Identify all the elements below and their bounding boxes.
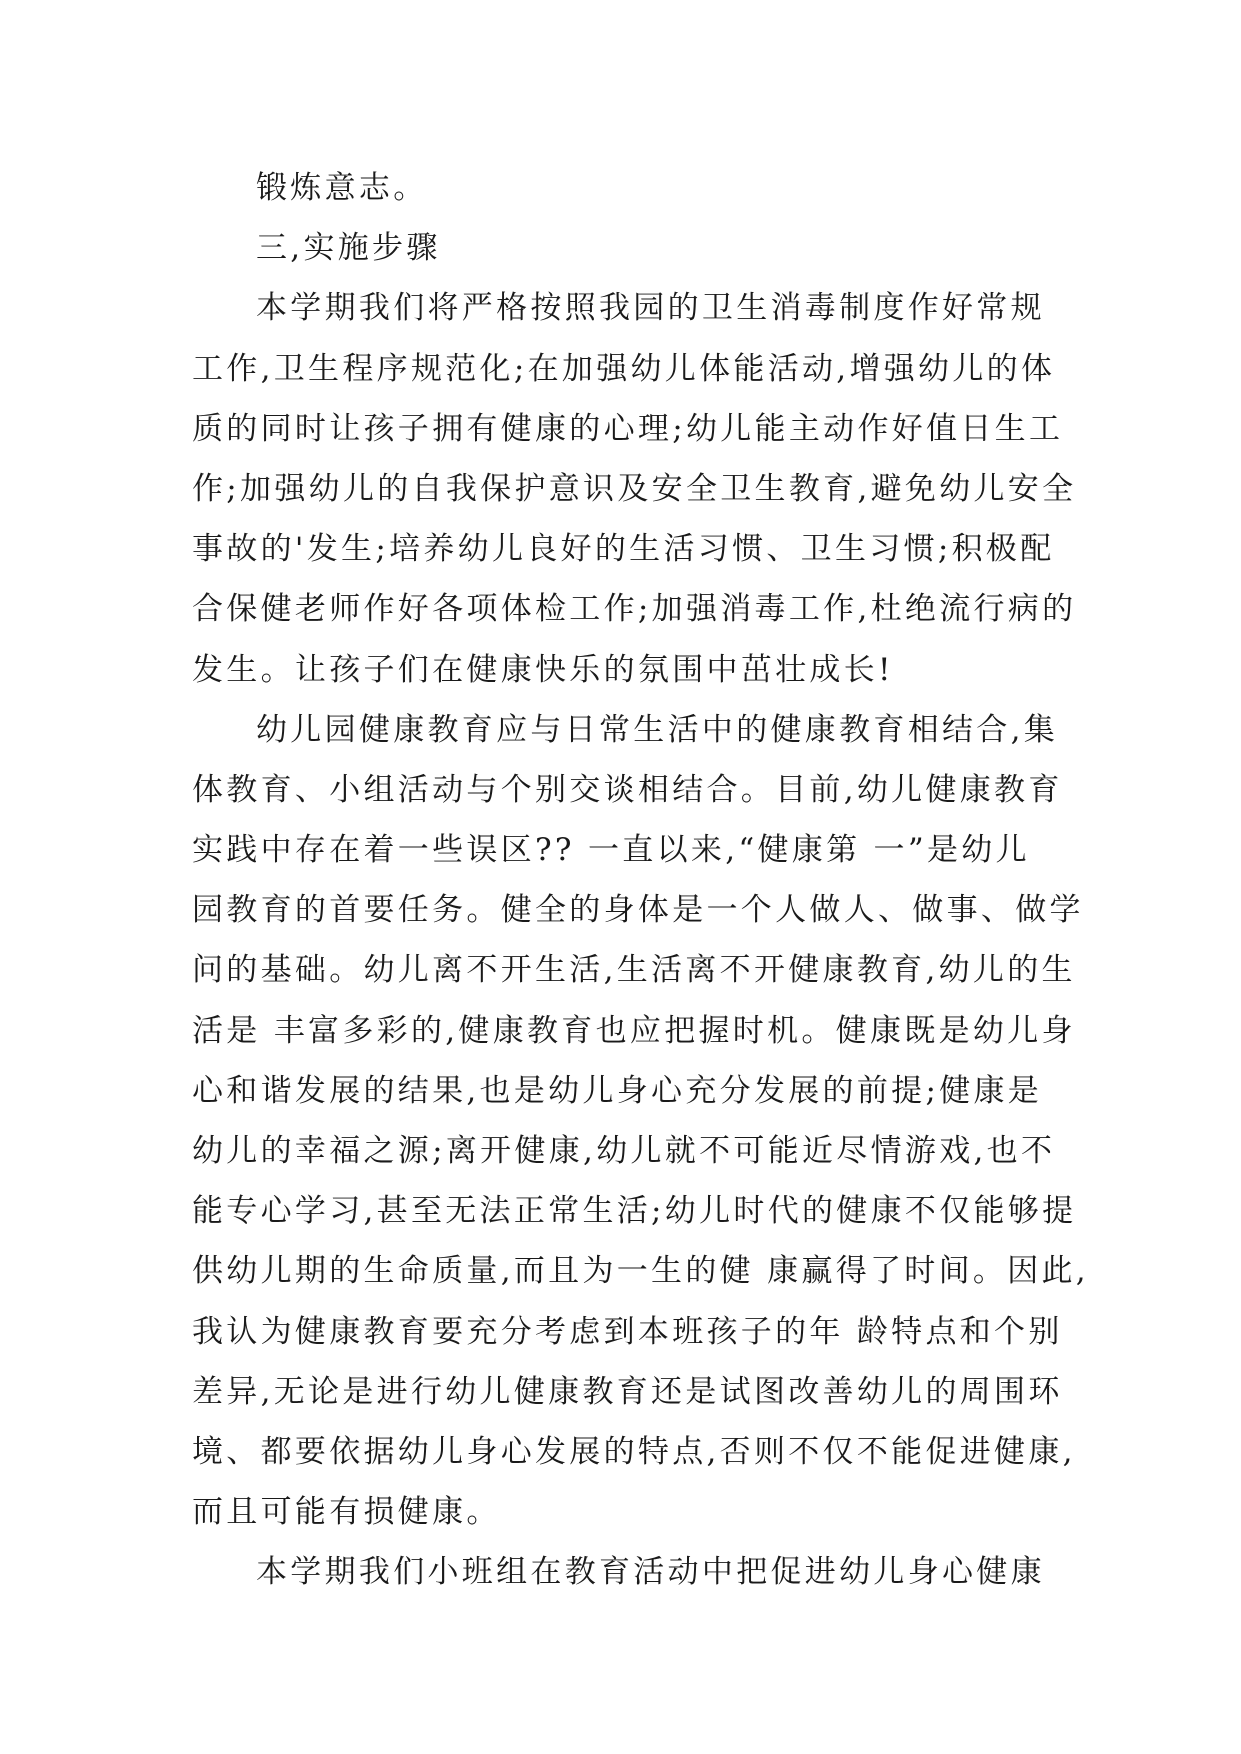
paragraph-start-line: 幼儿园健康教育应与日常生活中的健康教育相结合,集 (256, 711, 1059, 748)
text-line: 幼儿的幸福之源;离开健康,幼儿就不可能近尽情游戏,也不 (192, 1133, 1056, 1169)
text-line: 发生。让孩子们在健康快乐的氛围中茁壮成长! (192, 651, 894, 688)
text-line: 境、都要依据幼儿身心发展的特点,否则不仅不能促进健康, (192, 1433, 1076, 1470)
text-line: 合保健老师作好各项体检工作;加强消毒工作,杜绝流行病的 (192, 591, 1077, 628)
text-line: 能专心学习,甚至无法正常生活;幼儿时代的健康不仅能够提 (192, 1193, 1077, 1230)
text-line: 而且可能有损健康。 (192, 1494, 501, 1531)
text-line: 事故的'发生;培养幼儿良好的生活习惯、卫生习惯;积极配 (192, 531, 1055, 568)
text-line: 活是 丰富多彩的,健康教育也应把握时机。健康既是幼儿身 (192, 1012, 1076, 1049)
text-line: 锻炼意志。 (256, 170, 428, 206)
paragraph-start-line: 本学期我们小班组在教育活动中把促进幼儿身心健康 (256, 1554, 1045, 1591)
text-line: 作;加强幼儿的自我保护意识及安全卫生教育,避免幼儿安全 (192, 470, 1077, 507)
text-line: 体教育、小组活动与个别交谈相结合。目前,幼儿健康教育 (192, 771, 1063, 808)
text-line: 供幼儿期的生命质量,而且为一生的健 康赢得了时间。因此, (192, 1253, 1089, 1290)
text-line: 问的基础。幼儿离不开生活,生活离不开健康教育,幼儿的生 (192, 952, 1076, 989)
section-heading: 三,实施步骤 (256, 230, 441, 267)
text-line: 质的同时让孩子拥有健康的心理;幼儿能主动作好值日生工 (192, 410, 1064, 447)
body-text (192, 158, 1089, 1603)
paragraph-start-line: 本学期我们将严格按照我园的卫生消毒制度作好常规 (256, 290, 1045, 327)
text-line: 实践中存在着一些误区?? 一直以来,“健康第 一”是幼儿 (192, 832, 1030, 869)
text-line: 我认为健康教育要充分考虑到本班孩子的年 龄特点和个别 (192, 1313, 1063, 1350)
text-line: 心和谐发展的结果,也是幼儿身心充分发展的前提;健康是 (192, 1072, 1043, 1109)
text-line: 工作,卫生程序规范化;在加强幼儿体能活动,增强幼儿的体 (192, 350, 1056, 387)
text-line: 园教育的首要任务。健全的身体是一个人做人、做事、做学 (192, 892, 1084, 929)
text-line: 差异,无论是进行幼儿健康教育还是试图改善幼儿的周围环 (192, 1373, 1063, 1410)
